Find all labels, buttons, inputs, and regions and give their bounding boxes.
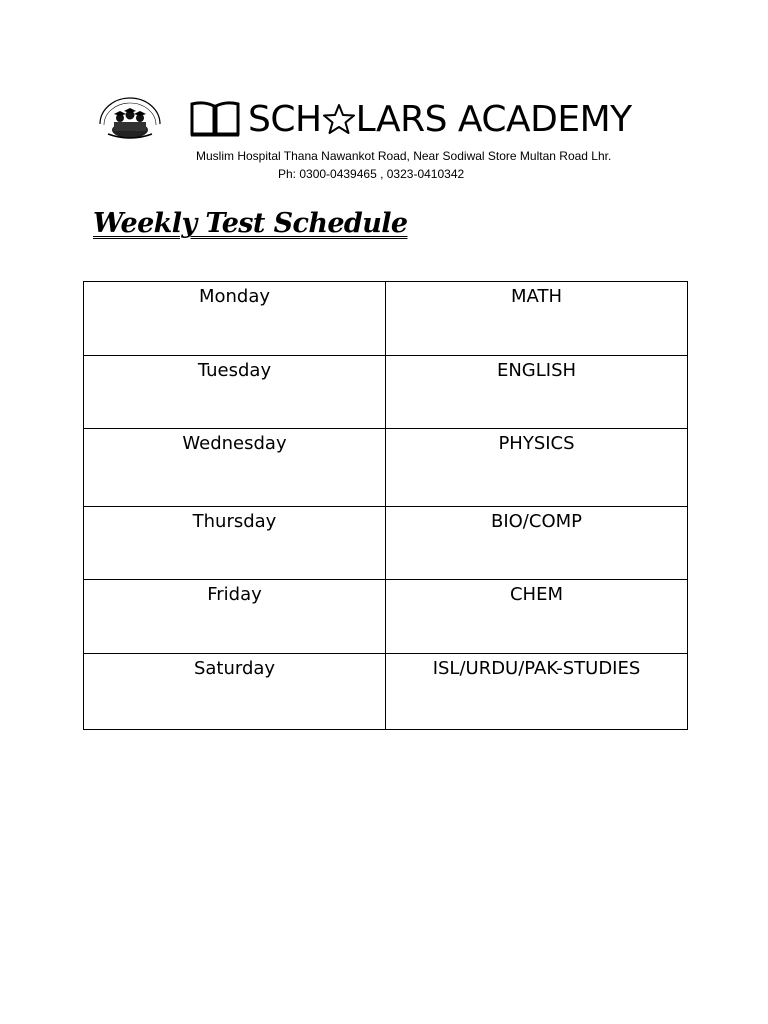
title-suffix: LARS ACADEMY: [355, 98, 632, 140]
table-row: [84, 356, 688, 429]
open-book-icon: [190, 100, 240, 138]
table-row: [84, 507, 688, 580]
subject-cell: PHYSICS: [386, 429, 688, 507]
table-row: [84, 580, 688, 654]
schedule-heading: Weekly Test Schedule: [93, 208, 408, 239]
table-row: [84, 654, 688, 730]
subject-cell: ISL/URDU/PAK-STUDIES: [386, 654, 688, 730]
subject-cell: CHEM: [386, 580, 688, 654]
academy-title: [190, 96, 632, 142]
table-row: [84, 429, 688, 507]
title-prefix: SCH: [248, 98, 322, 140]
day-cell: Saturday: [84, 654, 386, 730]
subject-cell: ENGLISH: [386, 356, 688, 429]
day-cell: Friday: [84, 580, 386, 654]
day-cell: Tuesday: [84, 356, 386, 429]
phone-line: Ph: 0300-0439465 , 0323-0410342: [278, 167, 465, 181]
star-icon: [323, 103, 355, 135]
address-line: Muslim Hospital Thana Nawankot Road, Near Sodiwal Store Multan Road Lhr.: [196, 149, 612, 163]
schedule-table: [83, 281, 688, 730]
table-row: [84, 282, 688, 356]
day-cell: Wednesday: [84, 429, 386, 507]
subject-cell: MATH: [386, 282, 688, 356]
subject-cell: BIO/COMP: [386, 507, 688, 580]
academy-emblem-icon: [94, 94, 166, 142]
day-cell: Monday: [84, 282, 386, 356]
day-cell: Thursday: [84, 507, 386, 580]
